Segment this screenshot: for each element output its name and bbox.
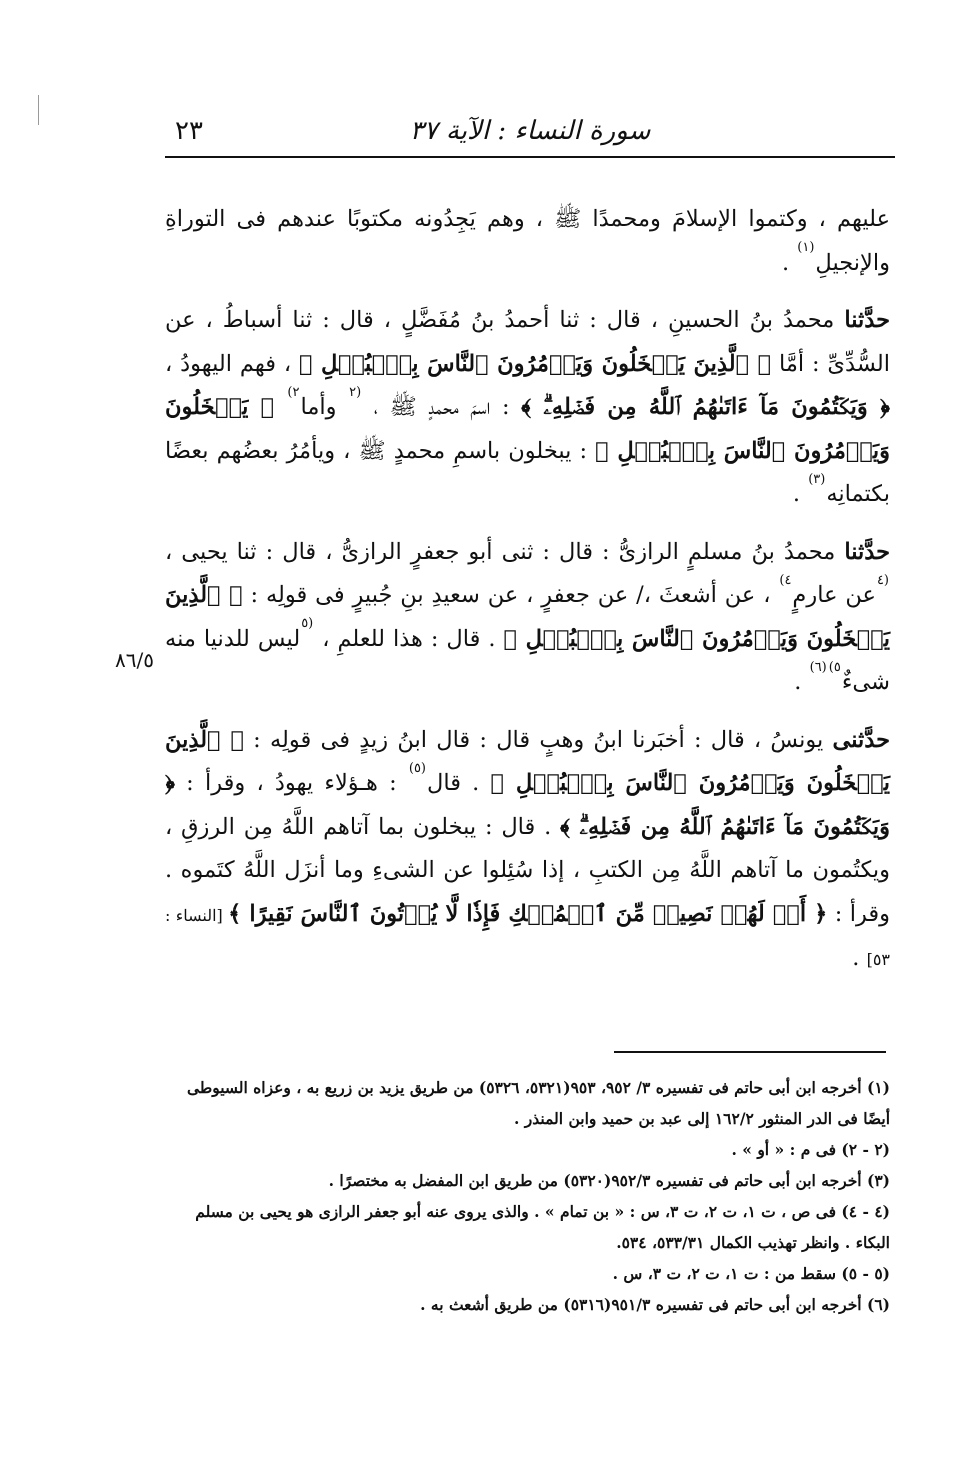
paragraph-2 <box>165 299 890 517</box>
surah-reference: [النساء : ٥٣] <box>165 905 890 969</box>
paragraph-4 <box>165 719 890 982</box>
paragraph-text: . قال : يبخلون بما آتاهم اللَّهُ مِن الرزقِ ، ويكتُمون ما آتاهم اللَّهُ مِن الكتبِ ، إذا سُئِلوا عن الشىءِ وما أنزَل اللَّهُ كتَموه . وقرأ : <box>165 813 890 927</box>
paragraph-3 <box>165 531 890 705</box>
paragraph-text: عليهم ، وكتموا الإسلامَ ومحمدًا ﷺ ، وهم يَجِدُونه مكتوبًا عندهم فى التوراةِ والإنجيلِ <box>165 206 890 276</box>
footnote-2: (٢ - ٢) فى م : « أو » . <box>731 1140 890 1159</box>
footnote-divider <box>614 1051 886 1053</box>
isnad-lead: حدَّثنا <box>844 538 890 565</box>
quran-quote: ﴿ أَمۡ لَهُمۡ نَصِيبٞ مِّنَ ٱلۡمُلۡكِ فَإِذٗا لَّا يُؤۡتُونَ ٱلنَّاسَ نَقِيرًا ﴾ <box>228 900 828 927</box>
paragraph-text: : يبخلون باسمِ محمدٍ ﷺ ، ويأمُرُ بعضُهم بعضًا بكتمانِه <box>165 437 890 507</box>
footnote-marker: (١) <box>797 240 815 255</box>
footnote-6: (٦) أخرجه ابن أبى حاتم فى تفسيره ٩٥١/٣(٥٣١٦) من طريق أشعث به . <box>420 1295 890 1314</box>
quran-quote: ﴿ وَيَكۡتُمُونَ مَآ ءَاتَىٰهُمُ ٱللَّهُ مِن فَضۡلِهِۦۗ ﴾ <box>165 770 890 840</box>
footnote-4: (٤ - ٤) فى ص ، ت ١، ت ٢، ت ٣، س : « بن تمام » . والذى يروى عنه أبو جعفر الرازى هو يحيى بن مسلم البكاء . وانظر تهذيب الكمال ٥٣٣/٣١، ٥٣٤. <box>195 1202 890 1252</box>
paragraph-text: ، عن أشعثَ ،/ عن جعفرٍ ، عن سعيدِ بنِ جُبيرٍ فى قولِه : <box>242 582 779 608</box>
page-header <box>165 108 895 158</box>
margin-rule <box>38 95 39 125</box>
footnote-marker: ٢) <box>287 384 300 400</box>
margin-reference: ٨٦/٥ <box>115 648 154 672</box>
footnote-marker: (٦) <box>809 659 827 675</box>
footnote-marker: (٤ <box>876 572 889 588</box>
footnote-marker: (٢ <box>349 384 362 400</box>
paragraph-end: . <box>792 481 808 507</box>
main-text <box>165 198 890 996</box>
quran-quote: ﴿ يَبۡخَلُونَ وَيَأۡمُرُونَ ٱلنَّاسَ بِٱلۡبُخۡلِ ﴾ <box>165 394 890 464</box>
paragraph-text: . قال : هذا للعلمِ ، <box>314 625 504 652</box>
paragraph-text: محمدُ بنُ الحسينِ ، قال : ثنا أحمدُ بنُ مُفَضَّلٍ ، قال : ثنا أسباطُ ، عن السُّدِّىِّ : أمَّا <box>165 307 891 377</box>
paragraph-end: . <box>852 945 867 971</box>
paragraph-text: وأما <box>300 394 349 420</box>
footnote-1: (١) أخرجه ابن أبى حاتم فى تفسيره ٣/ ٩٥٢، ٩٥٣(٥٣٢١، ٥٣٢٦) من طريق يزيد بن زريع به ، وعزاه السيوطى أيضًا فى الدر المنثور ١٦٢/٢ إلى عبد بن حميد وابن المنذر . <box>186 1078 890 1128</box>
footnote-marker: (٣) <box>808 471 826 487</box>
isnad-lead: حدَّثنى <box>832 726 890 753</box>
footnote-marker: ٤) <box>779 572 792 588</box>
running-title: سورة النساء : الآية ٣٧ <box>409 116 651 146</box>
isnad-lead: حدَّثنا <box>844 307 890 333</box>
footnote-5: (٥ - ٥) سقط من : ت ١، ت ٢، ت ٣، س . <box>612 1264 890 1283</box>
quran-quote: ﴿ ٱلَّذِينَ يَبۡخَلُونَ وَيَأۡمُرُونَ ٱلنَّاسَ بِٱلۡبُخۡلِ ﴾ <box>165 582 890 652</box>
paragraph-text: : هـؤلاء يهودُ ، وقرأ : <box>174 770 408 796</box>
paragraph-end: . <box>781 249 797 276</box>
paragraph-text: . قال <box>427 770 491 796</box>
paragraph-text: عن عارمٍ <box>792 582 876 608</box>
footnote-marker: (٥ <box>301 616 314 631</box>
quran-quote: ﴿ وَيَكۡتُمُونَ مَآ ءَاتَىٰهُمُ ٱللَّهُ مِن فَضۡلِهِۦۗ ﴾ <box>521 394 891 420</box>
paragraph-1 <box>165 198 890 285</box>
quran-quote: ﴿ ٱلَّذِينَ يَبۡخَلُونَ وَيَأۡمُرُونَ ٱلنَّاسَ بِٱلۡبُخۡلِ ﴾ <box>165 726 890 796</box>
paragraph-text: : اسمَ محمدٍ ﷺ ، <box>362 394 522 420</box>
paragraph-text: ، فهم اليهودُ ، <box>165 350 299 377</box>
paragraph-text: يونسُ ، قال : أخبَرنا ابنُ وهبٍ قال : قال ابنُ زيدٍ فى قولِه : <box>243 726 833 753</box>
footnote-3: (٣) أخرجه ابن أبى حاتم فى تفسيره ٩٥٢/٣(٥٣٢٠) من طريق ابن المفضل به مختصرًا . <box>328 1171 890 1190</box>
footnotes <box>165 1072 890 1320</box>
paragraph-text: محمدُ بنُ مسلمٍ الرازىُّ : قال : ثنى أبو جعفرٍ الرازىُّ ، قال : ثنا يحيى ، <box>165 538 845 565</box>
footnote-marker: ٥) <box>828 659 841 675</box>
paragraph-text: ليس للدنيا منه شىءٌ <box>165 625 890 695</box>
quran-quote: ﴿ ٱلَّذِينَ يَبۡخَلُونَ وَيَأۡمُرُونَ ٱلنَّاسَ بِٱلۡبُخۡلِ ﴾ <box>298 350 772 377</box>
footnote-marker: (٥) <box>408 760 426 776</box>
page-number: ٢٣ <box>175 116 203 146</box>
paragraph-end: . <box>794 669 809 695</box>
